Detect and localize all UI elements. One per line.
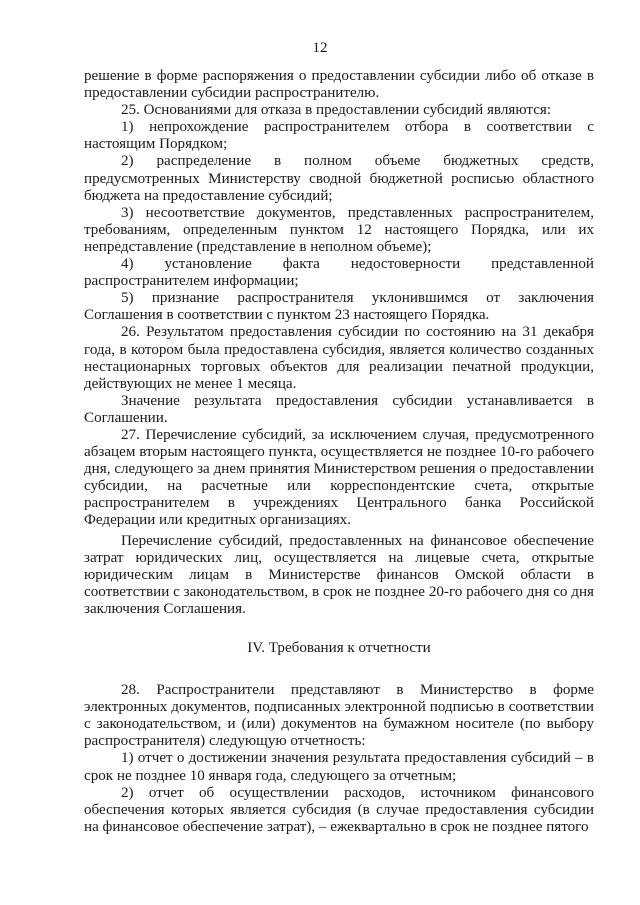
paragraph-28-item-1: 1) отчет о достижении значения результата предоставления субсидий – в срок не позднее 10 января года, следующего за отчетным; — [84, 750, 594, 784]
paragraph-26: 26. Результатом предоставления субсидии по состоянию на 31 декабря года, в котором была предоставлена субсидия, является количество созданных нестационарных торговых объектов для реализации печатной продукции, действующих не менее 1 месяца. — [84, 324, 594, 392]
paragraph-25-item-4: 4) установление факта недостоверности представленной распространителем информации; — [84, 256, 594, 290]
document-body — [84, 68, 594, 836]
paragraph-26-result-value: Значение результата предоставления субсидии устанавливается в Соглашении. — [84, 392, 594, 426]
paragraph-25-item-2: 2) распределение в полном объеме бюджетных средств, предусмотренных Министерству сводной бюджетной росписью областного бюджета на предоставление субсидий; — [84, 153, 594, 204]
paragraph-25-item-5: 5) признание распространителя уклонившимся от заключения Соглашения в соответствии с пунктом 23 настоящего Порядка. — [84, 290, 594, 324]
paragraph-25: 25. Основаниями для отказа в предоставлении субсидий являются: — [121, 102, 552, 119]
paragraph-28-item-2: 2) отчет об осуществлении расходов, источником финансового обеспечения которых является субсидия (в случае предоставления субсидии на финансовое обеспечение затрат), – ежеквартально в срок не позднее пятого — [84, 784, 594, 835]
paragraph-27: 27. Перечисление субсидий, за исключением случая, предусмотренного абзацем вторым настоящего пункта, осуществляется не позднее 10-го рабочего дня, следующего за днем принятия Министерством решения о предоставлении субсидии, на расчетные или корреспондентские счета, открытые распространителем в учреждениях Центрального банка Российской Федерации или кредитных организациях. — [84, 426, 594, 529]
paragraph-27-second: Перечисление субсидий, предоставленных на финансовое обеспечение затрат юридических лиц, осуществляется на лицевые счета, открытые юридическим лицам в Министерстве финансов Омской области в соответствии с законодательством, в срок не позднее 20-го рабочего дня со дня заключения Соглашения. — [84, 532, 594, 617]
paragraph-28: 28. Распространители представляют в Министерство в форме электронных документов, подписанных электронной подписью в соответствии с законодательством, и (или) документов на бумажном носителе (по выбору распространителя) следующую отчетность: — [84, 682, 594, 750]
section-heading: IV. Требования к отчетности — [247, 640, 431, 656]
page-number: 12 — [312, 40, 328, 56]
paragraph-25-item-1: 1) непрохождение распространителем отбора в соответствии с настоящим Порядком; — [84, 119, 594, 153]
paragraph-25-item-3: 3) несоответствие документов, представленных распространителем, требованиям, определенным пунктом 12 настоящего Порядка, или их непредставление (представление в неполном объеме); — [84, 204, 594, 255]
paragraph-continuation: решение в форме распоряжения о предоставлении субсидии либо об отказе в предоставлении субсидии распространителю. — [84, 68, 594, 102]
